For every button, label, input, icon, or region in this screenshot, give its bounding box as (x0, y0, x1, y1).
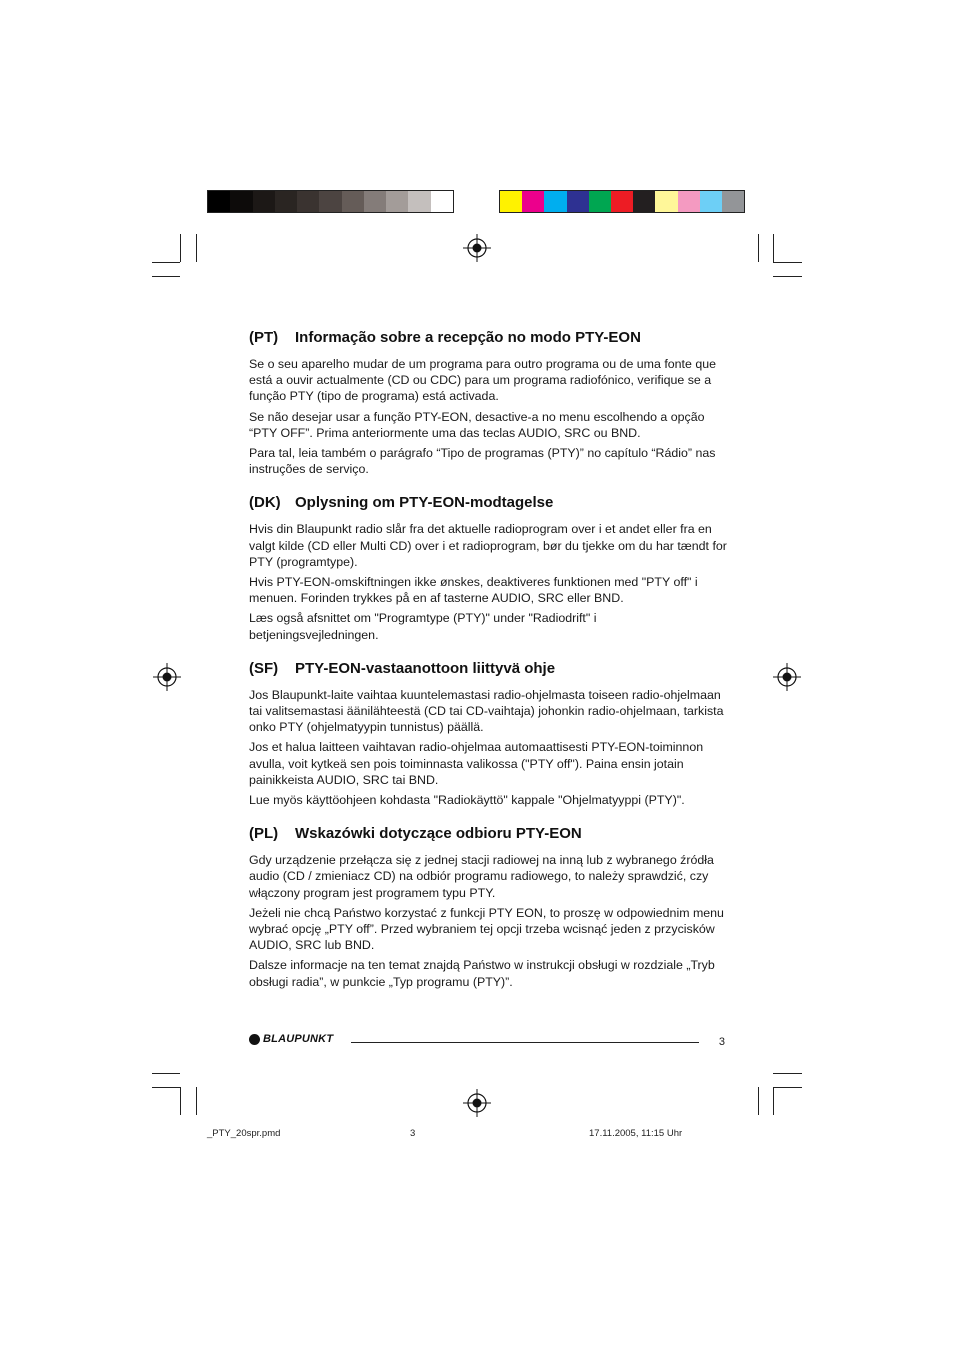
logo-text: BLAUPUNKT (263, 1033, 334, 1045)
registration-mark-icon (463, 1089, 491, 1117)
crop-mark (152, 1087, 180, 1088)
section-sf (249, 659, 729, 808)
gray-swatch (319, 191, 341, 212)
footer-timestamp: 17.11.2005, 11:15 Uhr (589, 1128, 683, 1139)
logo-dot-icon (249, 1034, 260, 1045)
color-swatch (655, 191, 677, 212)
color-swatch (633, 191, 655, 212)
gray-swatch (275, 191, 297, 212)
crop-mark (773, 1087, 802, 1088)
section-pt (249, 328, 729, 477)
page-footer-rule (249, 1033, 725, 1051)
blaupunkt-logo (249, 1033, 333, 1045)
page-number: 3 (718, 1036, 725, 1048)
color-swatch (589, 191, 611, 212)
gray-swatch (342, 191, 364, 212)
gray-swatch (386, 191, 408, 212)
paragraph: Dalsze informacje na ten temat znajdą Państwo w instrukcji obsługi w rozdziale „Tryb obsługi radia”, w punkcie „Typ programu (PTY)”. (249, 958, 715, 989)
color-swatch (611, 191, 633, 212)
crop-mark (152, 1073, 180, 1074)
gray-swatch (297, 191, 319, 212)
document-body (249, 328, 729, 1006)
crop-mark (152, 262, 180, 263)
registration-mark-icon (153, 663, 181, 691)
registration-mark-icon (463, 234, 491, 262)
section-heading (249, 328, 729, 348)
crop-mark (758, 1087, 759, 1115)
section-heading (249, 659, 729, 679)
paragraph: Gdy urządzenie przełącza się z jednej stacji radiowej na inną lub z wybranego źródła audio (CD / zmieniacz CD) na odbiór programu radiowego, to należy sprawdzić, czy włączony program jest programem typu PTY. (249, 853, 714, 900)
crop-mark (773, 1073, 802, 1074)
section-heading (249, 824, 729, 844)
paragraph: Se o seu aparelho mudar de um programa para outro programa ou de uma fonte que está a ouvir actualmente (CD ou CDC) para um programa radiofónico, verifique se a função PTY (tipo de programa) está activada. (249, 357, 717, 404)
paragraph: Jos et halua laitteen vaihtavan radio-ohjelmaa automaattisesti PTY-EON-toiminnon avulla, voit kytkeä sen pois toiminnasta valikossa ("PTY off"). Paina ensin jotain painikkeista AUDIO, SRC tai BND. (249, 740, 704, 787)
paragraph: Læs også afsnittet om "Programtype (PTY)" under "Radiodrift" i betjeningsvejledningen. (249, 611, 597, 642)
gray-swatch (364, 191, 386, 212)
grayscale-calibration-strip (207, 190, 454, 213)
color-swatch (522, 191, 544, 212)
crop-mark (773, 262, 802, 263)
crop-mark (180, 1087, 181, 1115)
section-pl (249, 824, 729, 990)
crop-mark (773, 1087, 774, 1115)
color-calibration-strip (499, 190, 745, 213)
section-heading (249, 493, 729, 513)
crop-mark (196, 1087, 197, 1115)
footer-filename: _PTY_20spr.pmd (207, 1128, 281, 1139)
section-title: Wskazówki dotyczące odbioru PTY-EON (295, 825, 582, 843)
registration-mark-icon (773, 663, 801, 691)
section-title: PTY-EON-vastaanottoon liittyvä ohje (295, 659, 556, 677)
footer-page: 3 (410, 1128, 416, 1139)
language-code: (PT) (249, 329, 279, 346)
language-code: (SF) (249, 659, 279, 677)
crop-mark (773, 276, 802, 277)
paragraph: Para tal, leia também o parágrafo “Tipo de programas (PTY)” no capítulo “Rádio” nas instruções de serviço. (249, 446, 716, 477)
section-title: Oplysning om PTY-EON-modtagelse (295, 494, 554, 512)
color-swatch (678, 191, 700, 212)
paragraph: Jeżeli nie chcą Państwo korzystać z funkcji PTY EON, to proszę w odpowiednim menu wybrać opcję „PTY off”. Przed wybraniem tej opcji trzeba wcisnąć jeden z przycisków AUDIO, SRC lub BND. (249, 905, 724, 953)
gray-swatch (230, 191, 252, 212)
gray-swatch (208, 191, 230, 212)
gray-swatch (431, 191, 453, 212)
paragraph: Hvis PTY-EON-omskiftningen ikke ønskes, deaktiveres funktionen med "PTY off" i menuen. Forinden trykkes på en af tasterne AUDIO, SRC eller BND. (249, 575, 698, 606)
color-swatch (722, 191, 744, 212)
color-swatch (567, 191, 589, 212)
crop-mark (773, 234, 774, 262)
crop-mark (152, 276, 180, 277)
paragraph: Jos Blaupunkt-laite vaihtaa kuuntelemastasi radio-ohjelmasta toiseen radio-ohjelmaan tai valitsemastasi äänilähteestä (CD tai CD-vaihtaja) johonkin radio-ohjelmaan, tarkista onko PTY (ohjelmatyypin tunnistus) päällä. (249, 687, 724, 735)
crop-mark (758, 234, 759, 262)
paragraph: Se não desejar usar a função PTY-EON, desactive-a no menu escolhendo a opção “PTY OFF”. Prima anteriormente uma das teclas AUDIO, SRC ou BND. (249, 409, 705, 440)
color-swatch (700, 191, 722, 212)
paragraph: Lue myös käyttöohjeen kohdasta "Radiokäyttö" kappale "Ohjelmatyyppi (PTY)". (249, 793, 685, 808)
color-swatch (544, 191, 566, 212)
crop-mark (196, 234, 197, 262)
paragraph: Hvis din Blaupunkt radio slår fra det aktuelle radioprogram over i et andet eller fra en valgt kilde (CD eller Multi CD) over i et radioprogram, bør du tjekke om du har tændt for PTY (programtype). (249, 522, 727, 569)
language-code: (DK) (249, 494, 281, 512)
section-title: Informação sobre a recepção no modo PTY-EON (295, 329, 641, 346)
gray-swatch (253, 191, 275, 212)
color-swatch (500, 191, 522, 212)
divider (351, 1042, 699, 1043)
section-dk (249, 493, 729, 642)
language-code: (PL) (249, 825, 279, 843)
crop-mark (180, 234, 181, 262)
gray-swatch (408, 191, 430, 212)
